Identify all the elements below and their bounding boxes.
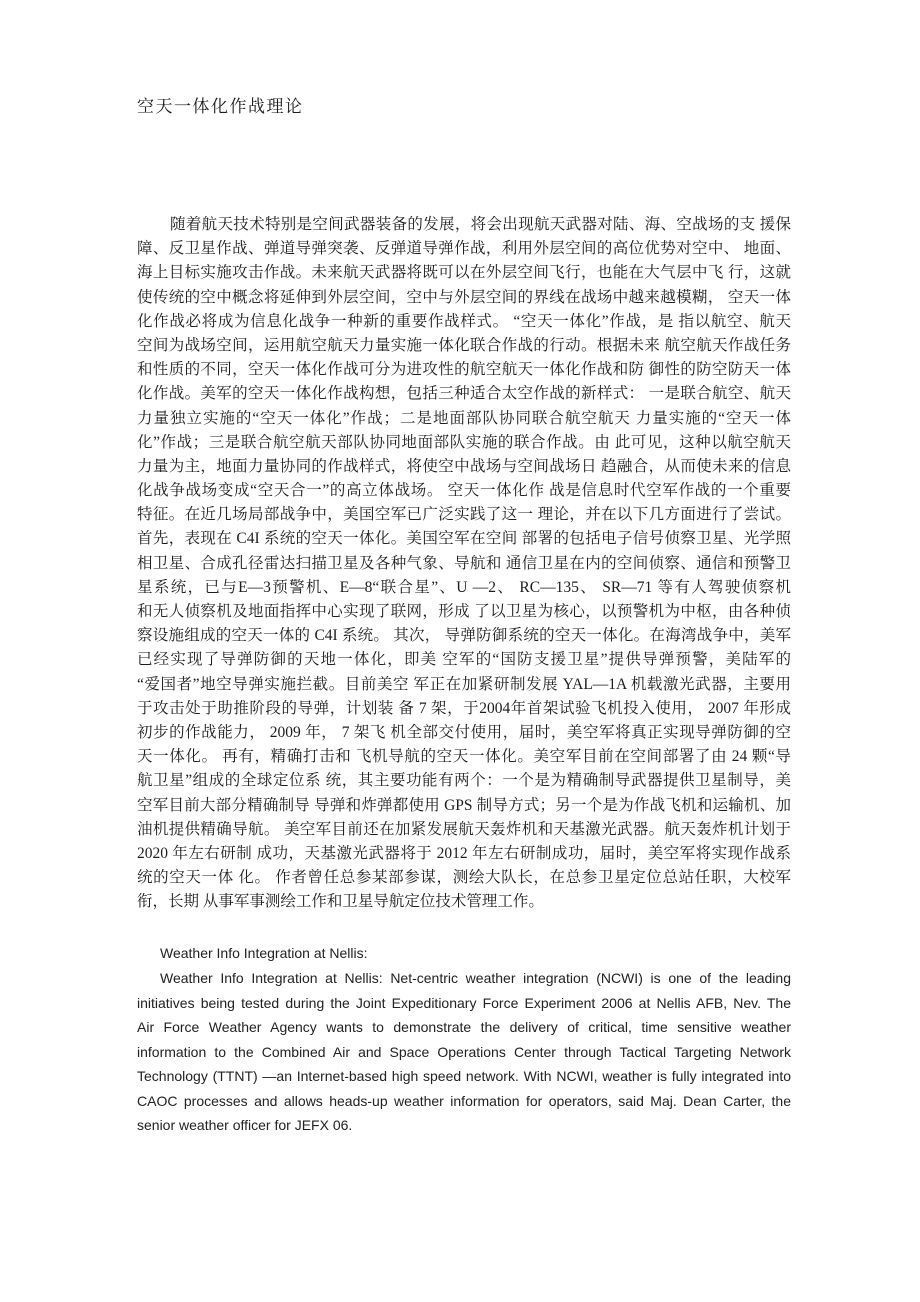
text-line: 使传统的空中概念将延伸到外层空间，空中与外层空间的界线在战场中越来越模糊， 空天一体 — [137, 288, 791, 306]
text-line: “爱国者”地空导弹实施拦截。目前美空 军正在加紧研制发展 YAL—1A 机载激光武器，主要用 — [137, 675, 791, 693]
text-line: 空军目前大部分精确制导 导弹和炸弹都使用 GPS 制导方式；另一个是为作战飞机和运输机、加 — [137, 796, 791, 814]
text-line: 特征。在近几场局部战争中，美国空军已广泛实践了这一 理论，并在以下几方面进行了尝试。 — [137, 506, 791, 524]
text-line: 相卫星、合成孔径雷达扫描卫星及各种气象、导航和 通信卫星在内的空间侦察、通信和预警卫 — [137, 554, 791, 572]
text-line: 障、反卫星作战、弹道导弹突袭、反弹道导弹作战，利用外层空间的高位优势对空中、 地面、 — [137, 240, 791, 258]
text-line: 2020 年左右研制 成功，天基激光武器将于 2012 年左右研制成功，届时，美空军将实现作战系 — [137, 844, 791, 862]
text-line: 航卫星”组成的全球定位系 统，其主要功能有两个：一个是为精确制导武器提供卫星制导，美 — [137, 772, 791, 790]
text-line: 统的空天一体 化。 作者曾任总参某部参谋，测绘大队长，在总参卫星定位总站任职，大校军 — [137, 869, 791, 887]
text-line: 已经实现了导弹防御的天地一体化，即美 空军的“国防支援卫星”提供导弹预警，美陆军的 — [137, 651, 791, 669]
document-title: 空天一体化作战理论 — [137, 97, 304, 116]
text-line: 化作战必将成为信息化战争一种新的重要作战样式。 “空天一体化”作战，是 指以航空、航天 — [137, 312, 791, 330]
text-line: 和无人侦察机及地面指挥中心实现了联网，形成 了以卫星为核心，以预警机为中枢，由各种侦 — [137, 603, 791, 620]
text-line: 海上目标实施攻击作战。未来航天武器将既可以在外层空间飞行，也能在大气层中飞 行，这就 — [137, 264, 791, 282]
text-line: 随着航天技术特别是空间武器装备的发展，将会出现航天武器对陆、海、空战场的支 援保 — [170, 216, 791, 233]
text-line: 初步的作战能力， 2009 年， 7 架飞 机全部交付使用，届时，美空军将真正实现导弹防御的空 — [137, 723, 791, 741]
text-line: information to the Combined Air and Space Operations Center through Tactical Targeting Network — [137, 1043, 791, 1060]
text-line: Technology (TTNT) —an Internet-based high speed network. With NCWI, weather is fully integrated into — [137, 1068, 791, 1084]
text-line: Weather Info Integration at Nellis: Net-centric weather integration (NCWI) is one of the leading — [160, 970, 791, 986]
text-line: 力量独立实施的“空天一体化”作战；二是地面部队协同联合航空航天 力量实施的“空天一体 — [137, 409, 791, 427]
text-line: 天一体化。 再有，精确打击和 飞机导航的空天一体化。美空军目前在空间部署了由 24 颗“导 — [137, 748, 791, 766]
english-section-heading: Weather Info Integration at Nellis: — [160, 945, 368, 961]
text-line: senior weather officer for JEFX 06. — [137, 1117, 353, 1133]
text-line: 和性质的不同，空天一体化作战可分为进攻性的航空航天一体化作战和防 御性的防空防天一体 — [137, 361, 791, 379]
text-line: 油机提供精确导航。 美空军目前还在加紧发展航天轰炸机和天基激光武器。航天轰炸机计划于 — [137, 820, 791, 838]
english-paragraph — [137, 966, 791, 1138]
text-line: 化战争战场变成“空天合一”的高立体战场。 空天一体化作 战是信息时代空军作战的一个重要 — [137, 482, 791, 500]
text-line: initiatives being tested during the Joint Expeditionary Force Experiment 2006 at Nellis AFB, Nev. The — [137, 994, 791, 1011]
text-line: 察设施组成的空天一体的 C4I 系统。 其次， 导弹防御系统的空天一体化。在海湾战争中，美军 — [137, 627, 791, 645]
text-line: 化作战。美军的空天一体化作战构想，包括三种适合太空作战的新样式： 一是联合航空、航天 — [137, 385, 791, 403]
text-line: 星系统，已与E—3预警机、E—8“联合星”、U —2、 RC—135、 SR—71 等有人驾驶侦察机 — [137, 578, 791, 596]
text-line: 空间为战场空间，运用航空航天力量实施一体化联合作战的行动。根据未来 航空航天作战任务 — [137, 336, 791, 354]
text-line: 力量为主，地面力量协同的作战样式，将使空中战场与空间战场日 趋融合，从而使未来的信息 — [137, 457, 791, 475]
chinese-body-paragraph — [137, 213, 791, 914]
text-line: 首先，表现在 C4I 系统的空天一体化。美国空军在空间 部署的包括电子信号侦察卫星、光学照 — [137, 530, 791, 548]
text-line: 于攻击处于助推阶段的导弹，计划装 备 7 架，于2004年首架试验飞机投入使用， 2007 年形成 — [137, 699, 791, 717]
text-line: 衔，长期 从事军事测绘工作和卫星导航定位技术管理工作。 — [137, 893, 544, 911]
text-line: 化”作战；三是联合航空航天部队协同地面部队实施的联合作战。由 此可见，这种以航空航天 — [137, 433, 791, 451]
text-line: CAOC processes and allows heads-up weather information for operators, said Maj. Dean Carter, the — [137, 1092, 791, 1109]
text-line: Air Force Weather Agency wants to demonstrate the delivery of critical, time sensitive weather — [137, 1019, 791, 1035]
